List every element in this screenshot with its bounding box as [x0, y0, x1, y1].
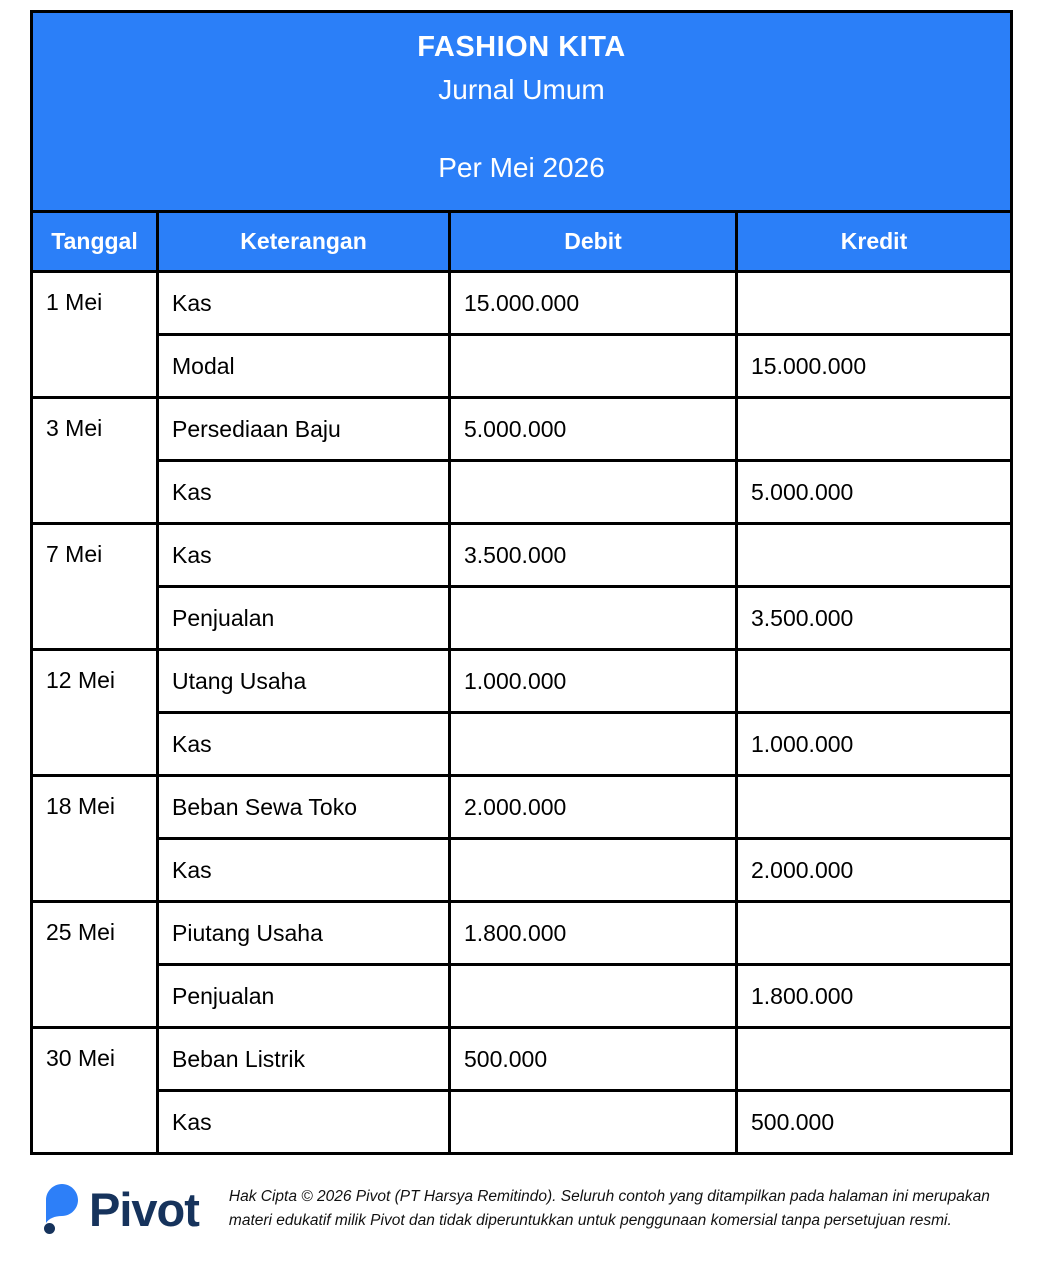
date-cell: 7 Mei [32, 524, 158, 650]
table-row [32, 272, 1012, 335]
company-name: FASHION KITA [417, 31, 626, 63]
account-cell: Piutang Usaha [158, 902, 450, 965]
account-cell: Kas [158, 839, 450, 902]
date-cell: 25 Mei [32, 902, 158, 1028]
table-row [32, 776, 1012, 839]
debit-cell [450, 587, 737, 650]
account-cell: Kas [158, 713, 450, 776]
account-cell: Beban Sewa Toko [158, 776, 450, 839]
credit-cell: 500.000 [737, 1091, 1012, 1154]
debit-cell: 1.000.000 [450, 650, 737, 713]
account-cell: Kas [158, 461, 450, 524]
account-cell: Utang Usaha [158, 650, 450, 713]
column-header-debit: Debit [450, 212, 737, 272]
credit-cell: 15.000.000 [737, 335, 1012, 398]
table-row [32, 713, 1012, 776]
account-cell: Persediaan Baju [158, 398, 450, 461]
column-header-kredit: Kredit [737, 212, 1012, 272]
account-cell: Penjualan [158, 965, 450, 1028]
table-row [32, 650, 1012, 713]
debit-cell [450, 965, 737, 1028]
account-cell: Modal [158, 335, 450, 398]
credit-cell: 3.500.000 [737, 587, 1012, 650]
debit-cell: 5.000.000 [450, 398, 737, 461]
credit-cell: 1.000.000 [737, 713, 1012, 776]
journal-table [30, 10, 1013, 1155]
document-type: Jurnal Umum [438, 74, 605, 105]
credit-cell [737, 902, 1012, 965]
table-row [32, 965, 1012, 1028]
pivot-logo-icon [42, 1183, 82, 1235]
credit-cell [737, 776, 1012, 839]
credit-cell [737, 650, 1012, 713]
date-cell: 3 Mei [32, 398, 158, 524]
debit-cell [450, 713, 737, 776]
credit-cell: 2.000.000 [737, 839, 1012, 902]
debit-cell [450, 839, 737, 902]
debit-cell [450, 1091, 737, 1154]
debit-cell: 1.800.000 [450, 902, 737, 965]
copyright-text: Hak Cipta © 2026 Pivot (PT Harsya Remitindo). Seluruh contoh yang ditampilkan pada halaman ini merupakan materi edukatif milik Pivot dan tidak diperuntukkan untuk penggunaan komersial tanpa persetujuan resmi. [228, 1187, 990, 1229]
credit-cell: 1.800.000 [737, 965, 1012, 1028]
table-row [32, 587, 1012, 650]
credit-cell: 5.000.000 [737, 461, 1012, 524]
table-row [32, 398, 1012, 461]
date-cell: 1 Mei [32, 272, 158, 398]
account-cell: Kas [158, 524, 450, 587]
debit-cell [450, 335, 737, 398]
account-cell: Kas [158, 272, 450, 335]
column-header-tanggal: Tanggal [32, 212, 158, 272]
account-cell: Penjualan [158, 587, 450, 650]
account-cell: Kas [158, 1091, 450, 1154]
document-title-block [32, 12, 1012, 212]
debit-cell: 3.500.000 [450, 524, 737, 587]
account-cell: Beban Listrik [158, 1028, 450, 1091]
table-row [32, 1028, 1012, 1091]
debit-cell: 2.000.000 [450, 776, 737, 839]
debit-cell: 500.000 [450, 1028, 737, 1091]
table-row [32, 335, 1012, 398]
credit-cell [737, 524, 1012, 587]
debit-cell: 15.000.000 [450, 272, 737, 335]
credit-cell [737, 1028, 1012, 1091]
page-footer [42, 1183, 1022, 1235]
table-row [32, 839, 1012, 902]
table-row [32, 902, 1012, 965]
document-period: Per Mei 2026 [438, 152, 605, 183]
column-header-keterangan: Keterangan [158, 212, 450, 272]
table-row [32, 524, 1012, 587]
table-row [32, 461, 1012, 524]
date-cell: 12 Mei [32, 650, 158, 776]
date-cell: 30 Mei [32, 1028, 158, 1154]
column-header-row [32, 212, 1012, 272]
table-row [32, 1091, 1012, 1154]
date-cell: 18 Mei [32, 776, 158, 902]
credit-cell [737, 398, 1012, 461]
credit-cell [737, 272, 1012, 335]
debit-cell [450, 461, 737, 524]
pivot-logo [42, 1183, 199, 1235]
pivot-logo-wordmark: Pivot [89, 1182, 199, 1236]
